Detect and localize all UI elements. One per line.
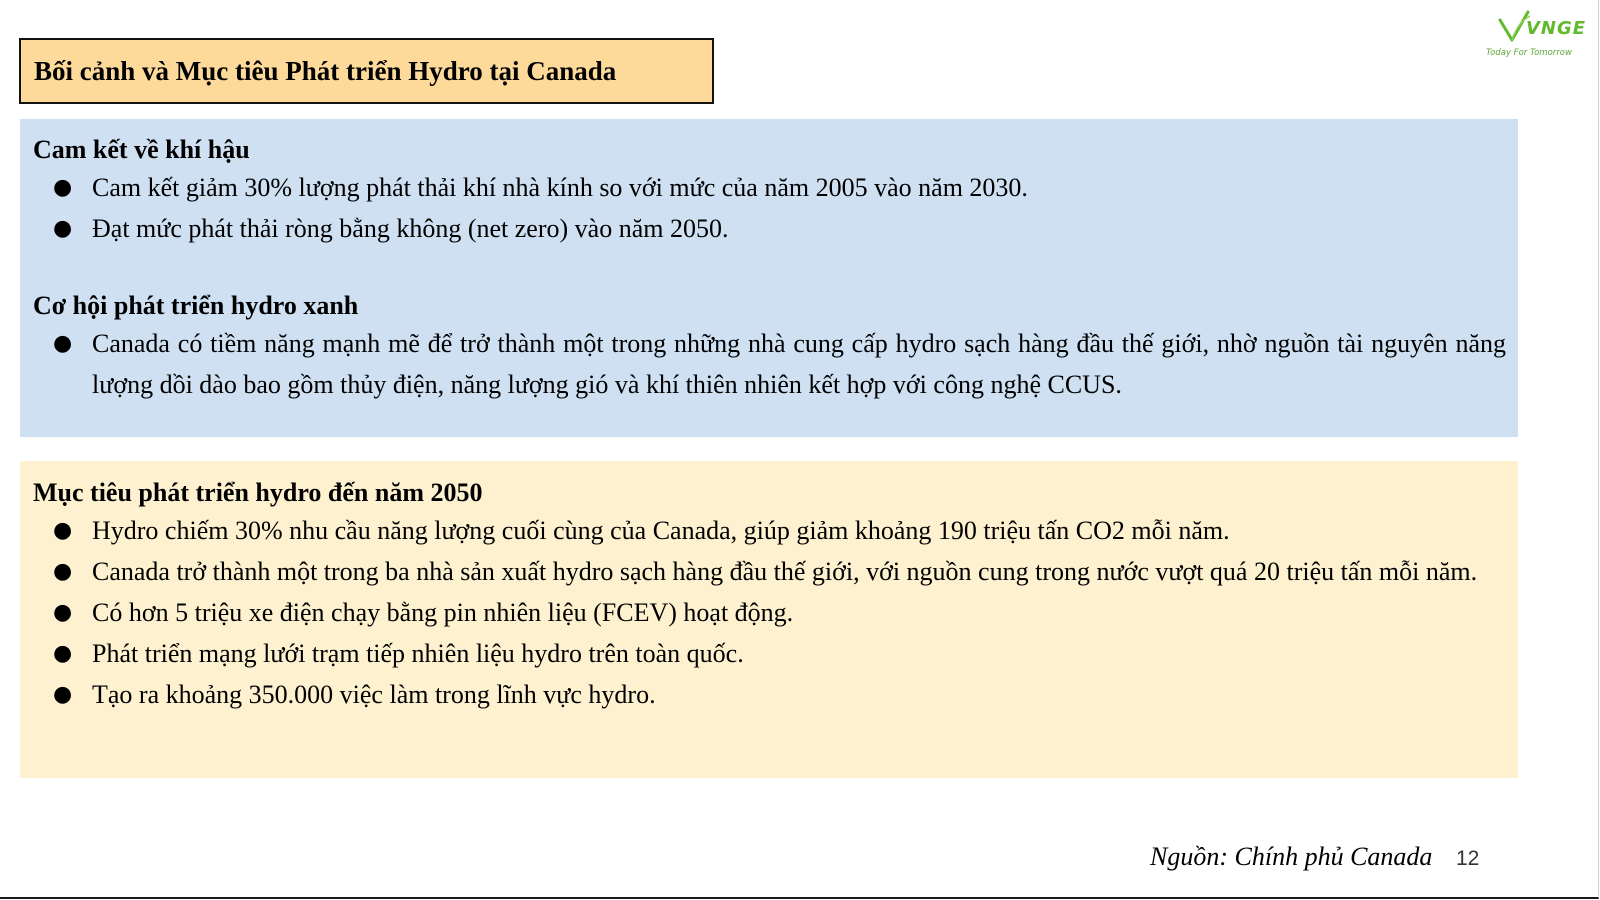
list-item: [33, 323, 1506, 405]
bullet-list: [33, 167, 1506, 249]
climate-panel: [20, 119, 1518, 437]
slide-title-box: [19, 38, 714, 104]
list-item: [33, 674, 1506, 715]
bullet-list: [33, 510, 1506, 715]
bullet-icon: ●: [53, 682, 73, 707]
list-item-text: Canada có tiềm năng mạnh mẽ để trở thành một trong những nhà cung cấp hydro sạch hàng đầu thế giới, nhờ nguồn tài nguyên năng lượng dồi dào bao gồm thủy điện, năng lượng gió và khí thiên nhiên kết hợp với công nghệ CCUS.: [92, 329, 1506, 399]
list-item-text: Tạo ra khoảng 350.000 việc làm trong lĩnh vực hydro.: [92, 680, 656, 709]
list-item: [33, 510, 1506, 551]
logo-tagline: Today For Tomorrow: [1486, 48, 1572, 58]
list-item: [33, 592, 1506, 633]
slide-title: Bối cảnh và Mục tiêu Phát triển Hydro tại Canada: [34, 55, 617, 86]
section-heading: Cam kết về khí hậu: [33, 135, 250, 164]
company-logo: [1482, 4, 1598, 64]
bullet-icon: ●: [53, 641, 73, 666]
bullet-icon: ●: [53, 331, 73, 356]
list-item-text: Đạt mức phát thải ròng bằng không (net zero) vào năm 2050.: [92, 214, 729, 243]
targets-panel: [20, 461, 1518, 778]
list-item-text: Hydro chiếm 30% nhu cầu năng lượng cuối cùng của Canada, giúp giảm khoảng 190 triệu tấn CO2 mỗi năm.: [92, 516, 1230, 545]
page-number: 12: [1456, 847, 1480, 870]
bullet-icon: ●: [53, 175, 73, 200]
list-item-text: Canada trở thành một trong ba nhà sản xuất hydro sạch hàng đầu thế giới, với nguồn cung trong nước vượt quá 20 triệu tấn mỗi năm.: [92, 557, 1478, 586]
bullet-icon: ●: [53, 216, 73, 241]
list-item-text: Phát triển mạng lưới trạm tiếp nhiên liệu hydro trên toàn quốc.: [92, 639, 744, 668]
bullet-list: [33, 323, 1506, 405]
bullet-icon: ●: [53, 518, 73, 543]
section-heading: Cơ hội phát triển hydro xanh: [33, 291, 359, 320]
list-item: [33, 551, 1506, 592]
list-item-text: Cam kết giảm 30% lượng phát thải khí nhà kính so với mức của năm 2005 vào năm 2030.: [92, 173, 1028, 202]
list-item: [33, 208, 1506, 249]
bullet-icon: ●: [53, 559, 73, 584]
list-item: [33, 167, 1506, 208]
source-note: Nguồn: Chính phủ Canada: [1150, 842, 1433, 871]
logo-wordmark: VNGE: [1526, 18, 1587, 39]
list-item-text: Có hơn 5 triệu xe điện chạy bằng pin nhiên liệu (FCEV) hoạt động.: [92, 598, 794, 627]
list-item: [33, 633, 1506, 674]
section-heading: Mục tiêu phát triển hydro đến năm 2050: [33, 478, 483, 507]
bullet-icon: ●: [53, 600, 73, 625]
